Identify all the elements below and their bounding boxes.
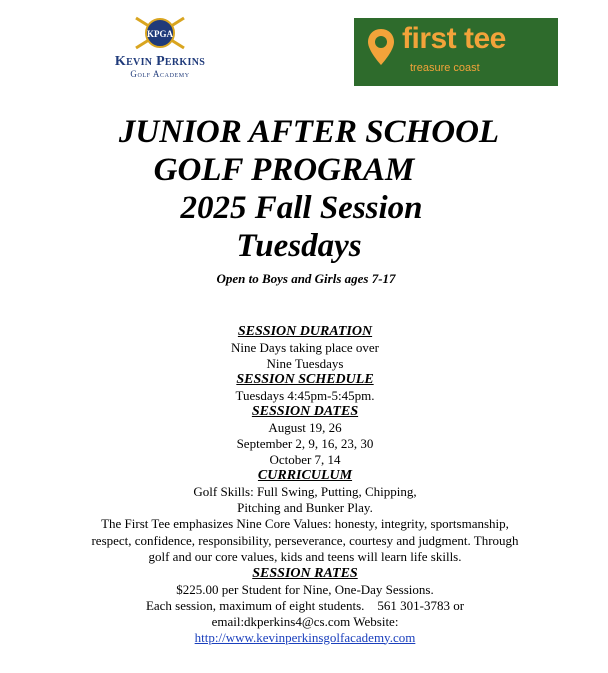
core-values-paragraph: The First Tee emphasizes Nine Core Values: honesty, integrity, sportsmanship, respect, confidence, responsibility, perseverance, courtesy and judgment. Through golf and our core values, kids and teens will learn life skills. [91, 516, 519, 564]
kevin-perkins-logo [95, 14, 225, 84]
title-block [0, 113, 608, 265]
duration-line: Nine Tuesdays [266, 356, 344, 371]
dates-line: August 19, 26 [268, 420, 342, 435]
subtitle: Open to Boys and Girls ages 7-17 [216, 271, 396, 286]
title-line-3: 2025 Fall Session [180, 190, 423, 226]
kpga-badge-text: KPGA [147, 29, 173, 39]
curriculum-heading: CURRICULUM [257, 468, 353, 483]
website-link[interactable]: http://www.kevinperkinsgolfacademy.com [194, 629, 416, 645]
first-tee-wordmark: first tee [402, 22, 506, 55]
curriculum-line: Golf Skills: Full Swing, Putting, Chipping, [193, 484, 417, 499]
kp-logo-subtitle: Golf Academy [130, 69, 190, 79]
rates-line: $225.00 per Student for Nine, One-Day Sessions. [176, 581, 434, 597]
dates-line: October 7, 14 [269, 452, 341, 467]
first-tee-logo [354, 18, 558, 86]
duration-heading: SESSION DURATION [237, 324, 373, 339]
curriculum-line: Pitching and Bunker Play. [237, 500, 373, 515]
schedule-heading: SESSION SCHEDULE [236, 372, 374, 387]
title-line-4: Tuesdays [236, 228, 362, 264]
title-line-2: GOLF PROGRAM [153, 152, 415, 188]
kpga-badge-icon [128, 14, 192, 52]
rates-line: Each session, maximum of eight students. 561 301-3783 or [145, 597, 465, 613]
schedule-line: Tuesdays 4:45pm-5:45pm. [235, 388, 375, 403]
kp-logo-name: Kevin Perkins [114, 54, 206, 69]
rates-line: email:dkperkins4@cs.com Website: [211, 613, 399, 629]
dates-line: September 2, 9, 16, 23, 30 [236, 436, 374, 451]
duration-line: Nine Days taking place over [230, 340, 379, 355]
rates-heading: SESSION RATES [252, 565, 358, 581]
program-details [90, 324, 520, 646]
location-pin-icon [366, 27, 396, 67]
dates-heading: SESSION DATES [251, 404, 359, 419]
first-tee-subtitle: treasure coast [410, 62, 480, 74]
title-line-1: JUNIOR AFTER SCHOOL [118, 114, 500, 150]
